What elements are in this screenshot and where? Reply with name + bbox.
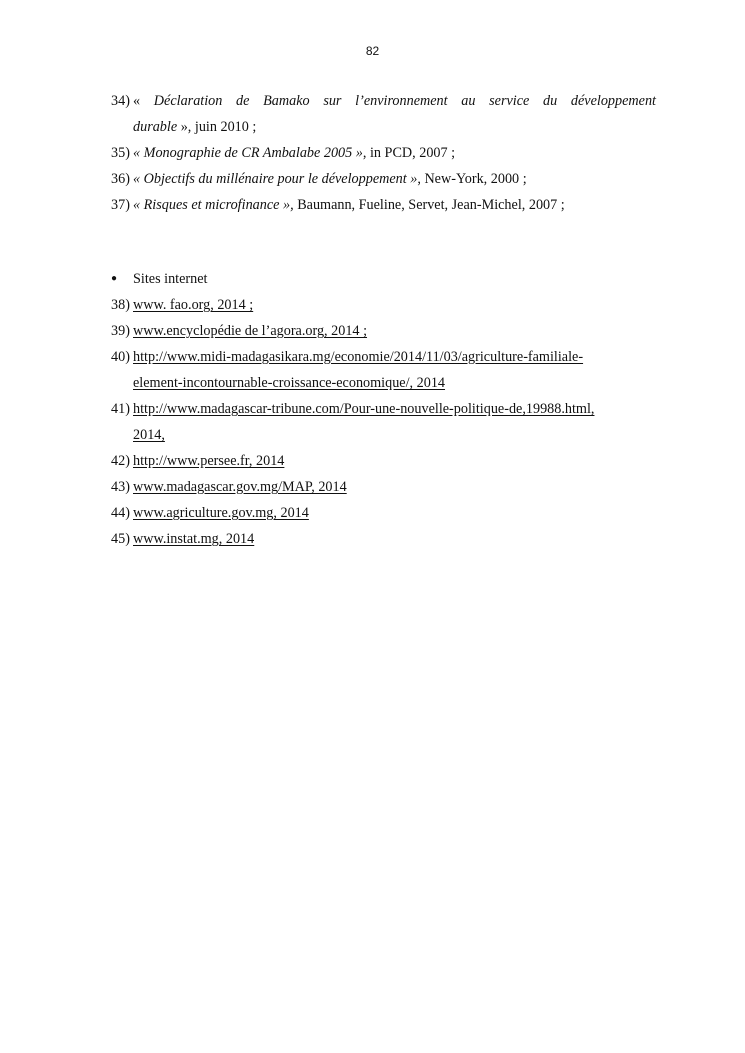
reference-line (133, 166, 656, 192)
site-number: 39) (111, 323, 130, 339)
reference-number: 36) (111, 171, 130, 187)
reference-text: « (133, 93, 154, 109)
site-link[interactable]: www.madagascar.gov.mg/MAP, 2014 (133, 479, 347, 495)
site-link[interactable]: http://www.midi-madagasikara.mg/economie/2014/11/03/agriculture-familiale- (133, 349, 584, 365)
sites-heading: Sites internet (133, 271, 208, 287)
site-number: 40) (111, 349, 130, 365)
site-item (111, 344, 671, 396)
site-link[interactable]: http://www.madagascar-tribune.com/Pour-une-nouvelle-politique-de,19988.html, (133, 401, 595, 417)
reference-line (133, 88, 656, 114)
site-item (111, 292, 671, 318)
page-number: 82 (365, 44, 380, 58)
site-item (111, 318, 671, 344)
reference-line (133, 192, 656, 218)
reference-number: 34) (111, 93, 130, 109)
reference-title: « Objectifs du millénaire pour le développement » (133, 171, 418, 187)
site-number: 42) (111, 453, 130, 469)
site-link[interactable]: www.instat.mg, 2014 (133, 531, 255, 547)
sites-heading-row (111, 266, 671, 292)
site-item (111, 500, 671, 526)
reference-number: 37) (111, 197, 130, 213)
reference-text: , New-York, 2000 ; (417, 171, 527, 187)
site-item (111, 474, 671, 500)
reference-item (111, 192, 656, 218)
reference-title: Déclaration de Bamako sur l’environnement au service du développement (153, 93, 656, 109)
site-item (111, 526, 671, 552)
reference-item (111, 88, 656, 140)
reference-number: 35) (111, 145, 130, 161)
reference-text: Baumann, Fueline, Servet, Jean-Michel, 2007 ; (293, 197, 565, 213)
site-link[interactable]: www.encyclopédie de l’agora.org, 2014 ; (133, 323, 368, 339)
reference-item (111, 166, 656, 192)
reference-item (111, 140, 656, 166)
site-number: 45) (111, 531, 130, 547)
site-item (111, 448, 671, 474)
site-number: 38) (111, 297, 130, 313)
sites-section (111, 266, 671, 552)
site-number: 41) (111, 401, 130, 417)
site-link[interactable]: http://www.persee.fr, 2014 (133, 453, 285, 469)
site-number: 43) (111, 479, 130, 495)
references-list (111, 88, 656, 218)
reference-title: « Monographie de CR Ambalabe 2005 » (133, 145, 363, 161)
reference-text: », juin 2010 ; (177, 119, 257, 135)
bullet-icon: ● (111, 273, 118, 284)
reference-line (133, 114, 656, 140)
reference-title: « Risques et microfinance », (133, 197, 294, 213)
site-item (111, 396, 671, 448)
site-link[interactable]: 2014, (133, 427, 165, 443)
site-link[interactable]: www. fao.org, 2014 ; (133, 297, 254, 313)
site-link[interactable]: element-incontournable-croissance-economique/, 2014 (133, 375, 446, 391)
reference-title: durable (133, 119, 178, 135)
reference-text: , in PCD, 2007 ; (362, 145, 456, 161)
site-number: 44) (111, 505, 130, 521)
reference-line (133, 140, 656, 166)
site-link[interactable]: www.agriculture.gov.mg, 2014 (133, 505, 309, 521)
